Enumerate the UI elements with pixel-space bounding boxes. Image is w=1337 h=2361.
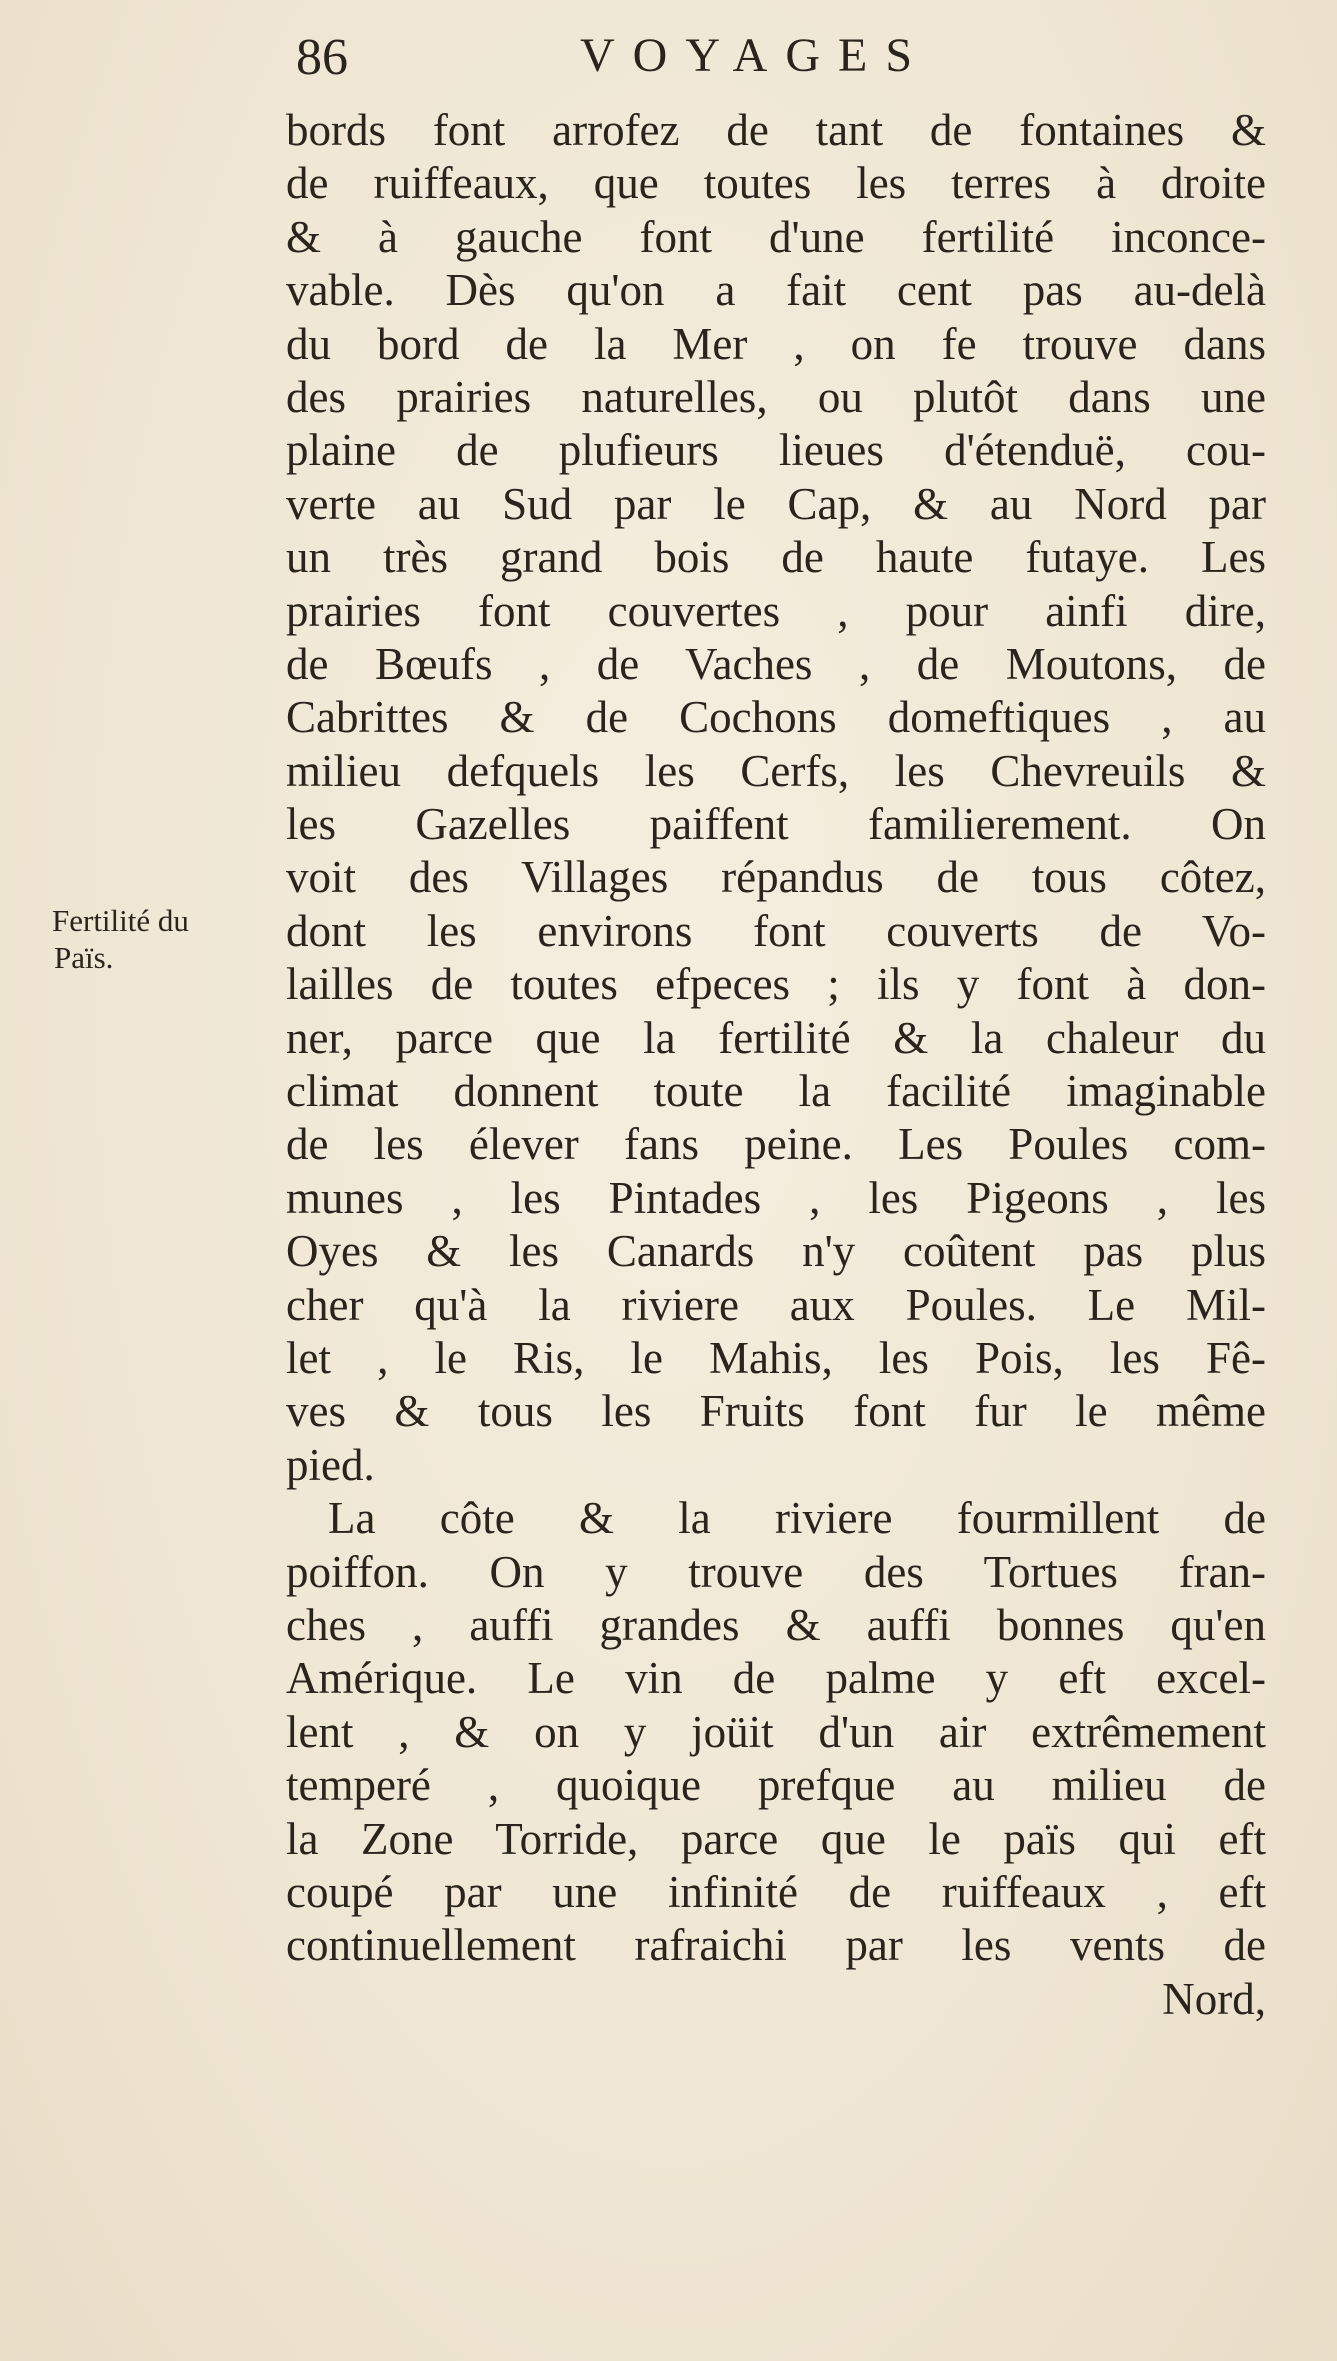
catchword: Nord, (1162, 1973, 1266, 2024)
text-line: du bord de la Mer , on fe trouve dans (286, 318, 1266, 369)
text-line: climat donnent toute la facilité imaginable (286, 1066, 1266, 1117)
text-line: poiffon. On y trouve des Tortues fran- (286, 1546, 1266, 1597)
text-line: la Zone Torride, parce que le païs qui eft (286, 1813, 1266, 1864)
text-line: cher qu'à la riviere aux Poules. Le Mil- (286, 1279, 1266, 1330)
text-line: ner, parce que la fertilité & la chaleur du (286, 1012, 1266, 1063)
text-line: Cabrittes & de Cochons domeftiques , au (286, 692, 1266, 743)
text-line: dont les environs font couverts de Vo- (286, 905, 1266, 956)
text-line: bords font arrofez de tant de fontaines & (286, 105, 1266, 155)
page-number: 86 (296, 29, 348, 86)
running-title: VOYAGES (580, 29, 931, 82)
text-line: lent , & on y joüit d'un air extrêmement (286, 1706, 1266, 1757)
text-line: ches , auffi grandes & auffi bonnes qu'en (286, 1599, 1266, 1650)
text-line: de Bœufs , de Vaches , de Moutons, de (286, 638, 1266, 689)
text-line: ves & tous les Fruits font fur le même (286, 1386, 1266, 1437)
text-line: lailles de toutes efpeces ; ils y font à don- (286, 959, 1266, 1010)
text-line: pied. (286, 1439, 375, 1490)
body-text (286, 104, 1266, 2026)
text-line: Amérique. Le vin de palme y eft excel- (286, 1653, 1266, 1704)
text-line: de les élever fans peine. Les Poules com- (286, 1119, 1266, 1170)
text-line: let , le Ris, le Mahis, les Pois, les Fê- (286, 1332, 1266, 1383)
text-line: temperé , quoique prefque au milieu de (286, 1760, 1266, 1811)
text-line: coupé par une infinité de ruiffeaux , eft (286, 1866, 1266, 1917)
text-line: plaine de plufieurs lieues d'étenduë, cou- (286, 425, 1266, 476)
text-line: les Gazelles paiffent familierement. On (286, 799, 1266, 850)
page-header (296, 28, 1056, 98)
text-line: voit des Villages répandus de tous côtez, (286, 852, 1266, 903)
text-line: des prairies naturelles, ou plutôt dans une (286, 371, 1266, 422)
text-line: La côte & la riviere fourmillent de (328, 1493, 1266, 1544)
text-line: verte au Sud par le Cap, & au Nord par (286, 478, 1266, 529)
text-line: continuellement rafraichi par les vents de (286, 1920, 1266, 1971)
margin-note-line: Fertilité du (52, 903, 189, 938)
margin-note (52, 902, 292, 976)
text-line: milieu defquels les Cerfs, les Chevreuils & (286, 745, 1266, 796)
text-line: & à gauche font d'une fertilité inconce- (286, 211, 1266, 262)
text-line: vable. Dès qu'on a fait cent pas au-delà (286, 265, 1266, 316)
text-line: un très grand bois de haute futaye. Les (286, 532, 1266, 583)
margin-note-line: Païs. (54, 940, 114, 975)
text-line: munes , les Pintades , les Pigeons , les (286, 1172, 1266, 1223)
text-line: de ruiffeaux, que toutes les terres à droite (286, 158, 1266, 209)
text-line: Oyes & les Canards n'y coûtent pas plus (286, 1226, 1266, 1277)
text-line: prairies font couvertes , pour ainfi dire, (286, 585, 1266, 636)
